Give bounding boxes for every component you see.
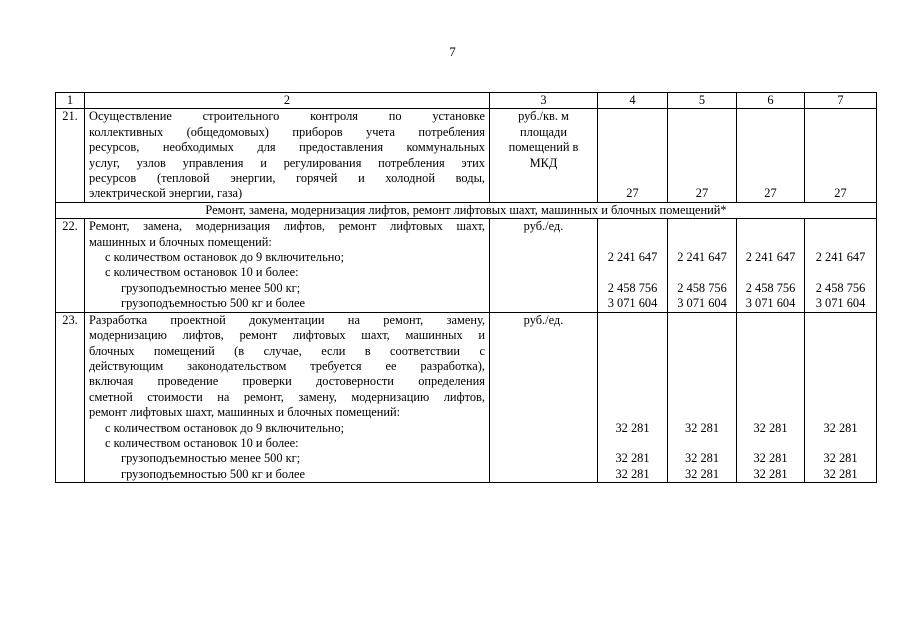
table-row-23: [56, 312, 877, 482]
value-col-6: [737, 312, 805, 482]
row-description: [85, 219, 490, 312]
subitem-line: с количеством остановок до 9 включительно;: [105, 420, 345, 435]
description-line: модернизацию лифтов, ремонт лифтовых шахт, машинных и: [89, 328, 485, 343]
value-col-7: [805, 312, 877, 482]
table-row-21: [56, 109, 877, 202]
value: 32 281: [684, 451, 720, 466]
row-number: 22.: [56, 219, 85, 312]
value: 32 281: [615, 466, 650, 481]
subitem-line: с количеством остановок 10 и более:: [105, 435, 299, 450]
value: 32 281: [753, 451, 788, 466]
value-col-5: [668, 312, 737, 482]
row-number: 21.: [56, 109, 85, 202]
description-line: ресурсов, необходимых для предоставления коммунальных: [89, 140, 485, 155]
value-col-5: [668, 219, 737, 312]
description-line: включая проведение проверки достоверности определения: [89, 374, 485, 389]
value: 32 281: [615, 420, 650, 435]
description-line: машинных и блочных помещений:: [89, 234, 272, 249]
section-title: Ремонт, замена, модернизация лифтов, ремонт лифтовых шахт, машинных и блочных помещений*: [56, 202, 877, 218]
header-col-7: 7: [805, 93, 877, 109]
value: 2 458 756: [745, 280, 796, 295]
description-line: ресурсов (тепловой энергии, горячей и холодной воды,: [89, 171, 485, 186]
description-line: блочных помещений (в случае, если в соответствии с: [89, 343, 485, 358]
value-col-5: 27: [668, 109, 737, 202]
value: 2 458 756: [607, 280, 658, 295]
value: 2 458 756: [677, 280, 727, 295]
value-col-4: 27: [598, 109, 668, 202]
header-col-1: 1: [56, 93, 85, 109]
description-line: Разработка проектной документации на ремонт, замену,: [89, 312, 485, 327]
value: 2 241 647: [815, 250, 866, 265]
value-col-7: 27: [805, 109, 877, 202]
value-col-4: [598, 312, 668, 482]
value: 32 281: [753, 420, 788, 435]
rates-table: [55, 92, 877, 483]
header-col-3: 3: [490, 93, 598, 109]
subitem-line: грузоподъемностью менее 500 кг;: [121, 451, 301, 466]
description-line: Осуществление строительного контроля по установке: [89, 109, 485, 124]
description-line: Ремонт, замена, модернизация лифтов, ремонт лифтовых шахт,: [89, 219, 485, 234]
section-row: [56, 202, 877, 218]
value: 3 071 604: [607, 296, 658, 311]
header-col-5: 5: [668, 93, 737, 109]
value: 3 071 604: [815, 296, 866, 311]
header-col-2: 2: [85, 93, 490, 109]
value-col-4: [598, 219, 668, 312]
description-line: ремонт лифтовых шахт, машинных и блочных помещений:: [89, 405, 401, 420]
table-row-22: [56, 219, 877, 312]
value: 32 281: [684, 466, 720, 481]
description-line: электрической энергии, газа): [89, 186, 243, 201]
unit-cell: руб./ед.: [490, 312, 598, 482]
value: 32 281: [823, 420, 858, 435]
description-line: действующим законодательством требуется ее разработка),: [89, 358, 485, 373]
subitem-line: с количеством остановок 10 и более:: [105, 265, 299, 280]
description-line: коллективных (общедомовых) приборов учета потребления: [89, 124, 485, 139]
row-number: 23.: [56, 312, 85, 482]
value: 32 281: [753, 466, 788, 481]
description-line: сметной стоимости на ремонт, замену, модернизацию лифтов,: [89, 389, 485, 404]
value: 2 241 647: [745, 250, 796, 265]
subitem-line: грузоподъемностью 500 кг и более: [121, 466, 306, 481]
header-col-4: 4: [598, 93, 668, 109]
row-description: [85, 109, 490, 202]
value: 2 458 756: [815, 280, 866, 295]
value: 32 281: [823, 451, 858, 466]
value: 3 071 604: [745, 296, 796, 311]
value: 32 281: [615, 451, 650, 466]
value: 32 281: [684, 420, 720, 435]
value-col-6: [737, 219, 805, 312]
page-number: 7: [449, 44, 456, 59]
value: 3 071 604: [677, 296, 727, 311]
subitem-line: с количеством остановок до 9 включительно;: [105, 250, 345, 265]
value: 2 241 647: [607, 250, 658, 265]
unit-cell: руб./кв. м площади помещений в МКД: [490, 109, 598, 202]
header-row: [56, 93, 877, 109]
value-col-6: 27: [737, 109, 805, 202]
subitem-line: грузоподъемностью менее 500 кг;: [121, 280, 301, 295]
subitem-line: грузоподъемностью 500 кг и более: [121, 296, 306, 311]
row-description: [85, 312, 490, 482]
description-line: услуг, узлов управления и регулирования потребления этих: [89, 155, 485, 170]
header-col-6: 6: [737, 93, 805, 109]
value: 32 281: [823, 466, 858, 481]
value-col-7: [805, 219, 877, 312]
unit-cell: руб./ед.: [490, 219, 598, 312]
value: 2 241 647: [677, 250, 727, 265]
